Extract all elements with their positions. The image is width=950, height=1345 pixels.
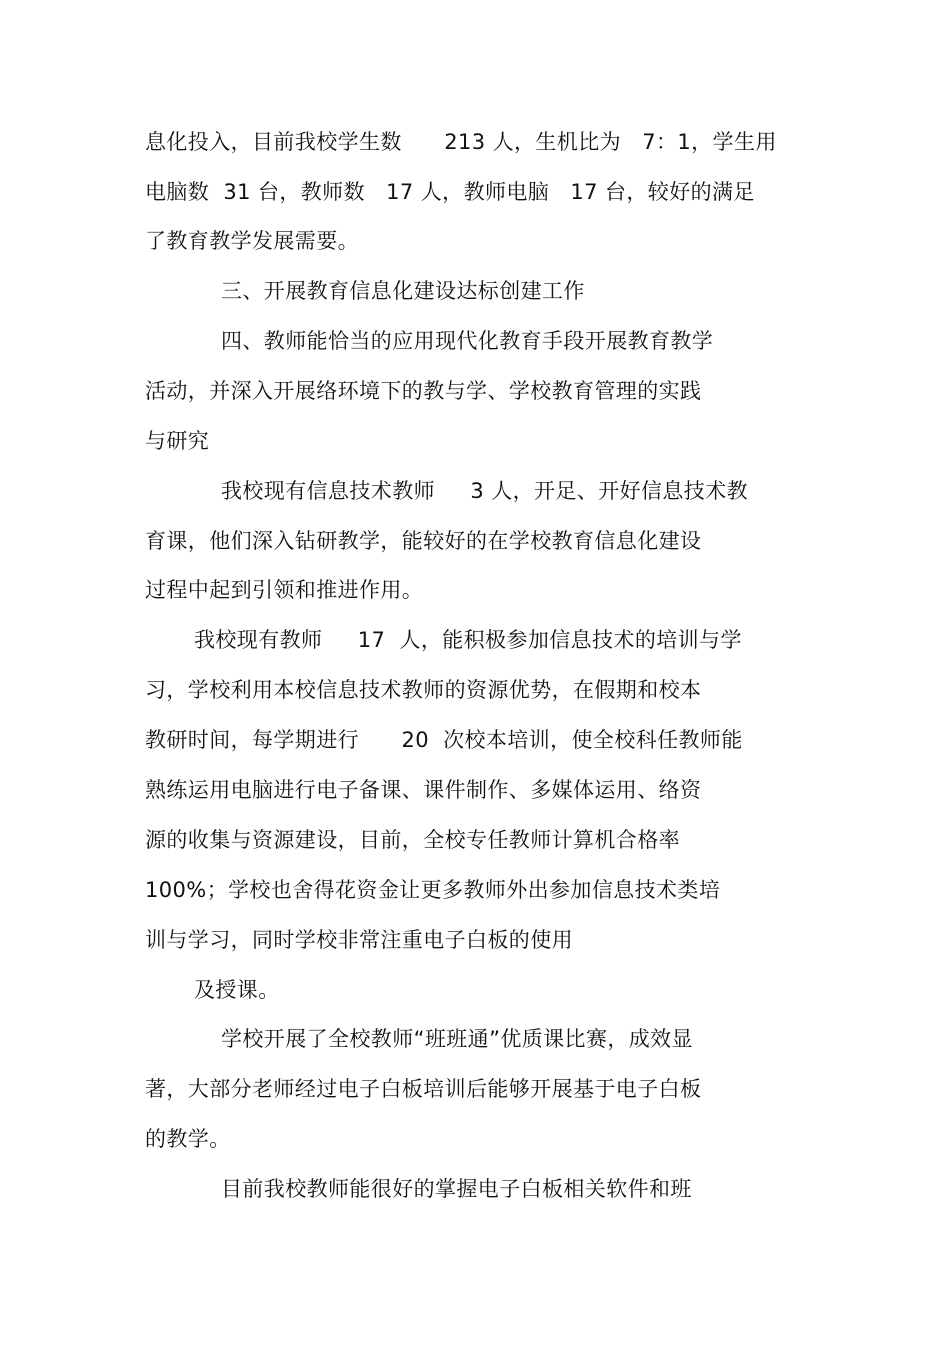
text-line: 目前我校教师能很好的掌握电子白板相关软件和班 [221, 1177, 692, 1201]
text-line: 电脑数 31 台，教师数 17 人，教师电脑 17 台，较好的满足 [145, 180, 755, 204]
text-line: 了教育教学发展需要。 [145, 229, 359, 253]
text-line: 熟练运用电脑进行电子备课、课件制作、多媒体运用、络资 [145, 778, 702, 802]
text-line: 训与学习，同时学校非常注重电子白板的使用 [145, 928, 573, 952]
text-line: 活动，并深入开展络环境下的教与学、学校教育管理的实践 [145, 379, 702, 403]
text-line: 源的收集与资源建设，目前，全校专任教师计算机合格率 [145, 828, 680, 852]
text-line: 我校现有教师 17 人，能积极参加信息技术的培训与学 [194, 628, 742, 652]
text-line: 我校现有信息技术教师 3 人，开足、开好信息技术教 [221, 479, 749, 503]
text-line: 教研时间，每学期进行 20 次校本培训，使全校科任教师能 [145, 728, 743, 752]
section-heading: 三、开展教育信息化建设达标创建工作 [221, 279, 585, 303]
text-line: 100%；学校也舍得花资金让更多教师外出参加信息技术类培 [145, 878, 721, 902]
text-line: 著，大部分老师经过电子白板培训后能够开展基于电子白板 [145, 1077, 702, 1101]
text-line: 的教学。 [145, 1127, 231, 1151]
text-line: 学校开展了全校教师“班班通”优质课比赛，成效显 [221, 1027, 693, 1051]
text-line: 过程中起到引领和推进作用。 [145, 578, 424, 602]
text-line: 习，学校利用本校信息技术教师的资源优势，在假期和校本 [145, 678, 702, 702]
text-line: 育课，他们深入钻研教学，能较好的在学校教育信息化建设 [145, 529, 702, 553]
section-heading: 四、教师能恰当的应用现代化教育手段开展教育教学 [221, 329, 714, 353]
text-line: 与研究 [145, 429, 210, 453]
text-line: 及授课。 [194, 978, 280, 1002]
text-line: 息化投入，目前我校学生数 213 人，生机比为 7：1，学生用 [145, 130, 777, 154]
